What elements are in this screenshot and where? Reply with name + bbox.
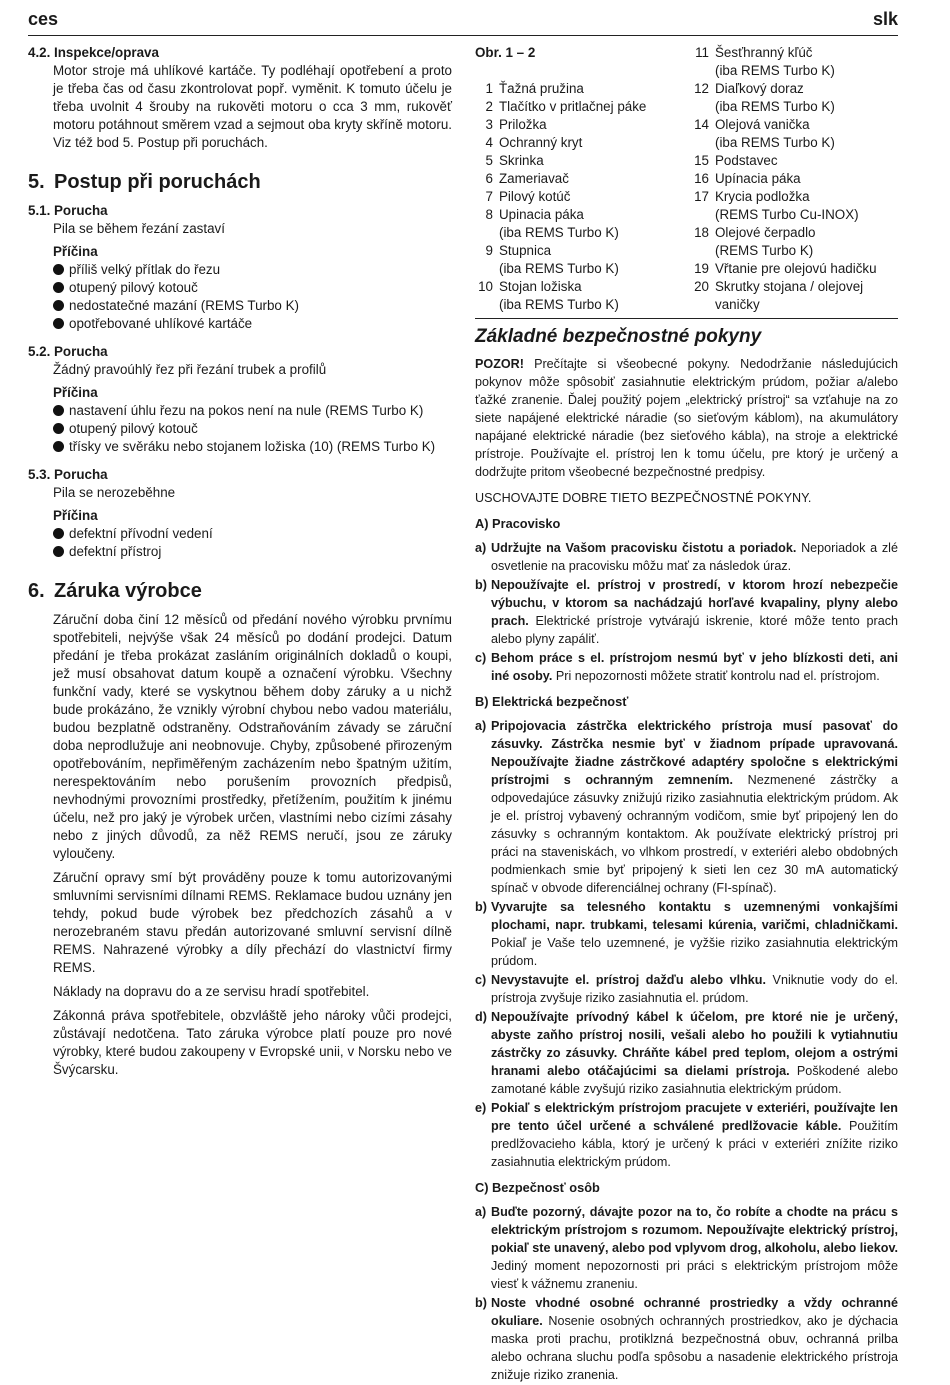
- item-text: [491, 576, 898, 648]
- parts-item-label: Olejové čerpadlo: [715, 225, 816, 240]
- item-text: [491, 1099, 898, 1171]
- parts-item-number: 4: [485, 135, 493, 150]
- fault-5-3-heading: 5.3. Porucha: [28, 467, 108, 482]
- fault-5-2-desc: Žádný pravoúhlý řez při řezání trubek a profilů: [53, 362, 327, 377]
- parts-item-label: (REMS Turbo K): [715, 243, 814, 258]
- list-item: [475, 898, 898, 970]
- warranty-paragraph: Záruční opravy smí být prováděny pouze k tomu autorizovanými smluvními servisními dílnami REMS. Reklamace budou uznány jen tehdy, pokud bude výrobek bez předchozích zásahů a v nerozebraném stavu předán autorizované smluvní servisní dílně REMS. Nahrazené výrobky a díly přechází do vlastnictví firmy REMS.: [53, 870, 452, 975]
- parts-item-label: Vřtanie pre olejovú hadičku: [715, 261, 877, 276]
- parts-item: [687, 188, 901, 206]
- parts-item-number: 1: [485, 81, 493, 96]
- list-item: [475, 539, 898, 575]
- item-bold-text: Vyvarujte sa telesného kontaktu s uzemnenými vonkajšími plochami, napr. trubkami, telesami kúrenia, varičmi, chladničkami.: [491, 900, 898, 932]
- parts-item: [475, 116, 685, 134]
- parts-item-label: (iba REMS Turbo K): [715, 63, 835, 78]
- page-header: [28, 8, 898, 36]
- parts-item-label: Upinacia páka: [499, 207, 584, 222]
- item-text: [491, 539, 898, 575]
- fault-5-2-cause-label: Příčina: [53, 385, 98, 400]
- parts-item-label: Stupnica: [499, 243, 552, 258]
- parts-item-label: vaničky: [715, 297, 760, 312]
- warranty-paragraph: Náklady na dopravu do a ze servisu hradí spotřebitel.: [53, 984, 370, 999]
- fault-5-3-desc: Pila se nerozeběhne: [53, 485, 176, 500]
- parts-item-label: Diaľkový doraz: [715, 81, 804, 96]
- item-bold-text: Buďte pozorný, dávajte pozor na to, čo robíte a chodte na prácu s elektrickým prístrojom s rozumom. Nepoužívajte elektrický prístroj, pokiaľ ste unavený, alebo pod vplyvom drog, alkoholu, alebo liekov.: [491, 1205, 899, 1255]
- list-item: nedostatečné mazání (REMS Turbo K): [53, 297, 452, 315]
- right-column: [475, 44, 898, 1385]
- parts-item: [687, 260, 901, 278]
- section-b-heading: B) Elektrická bezpečnosť: [475, 694, 629, 709]
- item-text: [491, 1203, 898, 1293]
- parts-item-label: (iba REMS Turbo K): [715, 99, 835, 114]
- parts-item-number: 9: [485, 243, 493, 258]
- divider: [475, 318, 898, 319]
- parts-item-label: (REMS Turbo Cu-INOX): [715, 207, 859, 222]
- parts-item-number: [687, 296, 715, 314]
- list-item: opotřebované uhlíkové kartáče: [53, 315, 452, 333]
- item-bold-text: Behom práce s el. prístrojom nesmú byť v jeho blízkosti deti, ani iné osoby.: [491, 651, 898, 683]
- parts-item-number: 8: [485, 207, 493, 222]
- fault-5-2-heading: 5.2. Porucha: [28, 344, 108, 359]
- parts-item: [475, 188, 685, 206]
- item-text: [491, 1294, 898, 1384]
- parts-item-number: 11: [695, 45, 709, 60]
- warranty-text: [28, 611, 452, 1079]
- item-normal-text: Neporiadok a zlé osvetlenie na pracovisku môžu mať za následok úraz.: [491, 541, 898, 573]
- list-item: [475, 971, 898, 1007]
- item-letter: b): [475, 1296, 487, 1310]
- parts-item-number: [475, 296, 499, 314]
- parts-item-number: 12: [694, 81, 709, 96]
- list-item: [475, 1099, 898, 1171]
- list-item: otupený pilový kotouč: [53, 279, 452, 297]
- parts-item: [687, 206, 901, 224]
- item-normal-text: Pri nepozornosti môžete stratiť kontrolu nad el. prístrojom.: [552, 669, 880, 683]
- parts-item: [687, 62, 901, 80]
- parts-item-number: 5: [485, 153, 493, 168]
- list-item: [475, 1294, 898, 1384]
- parts-item-number: 14: [694, 117, 709, 132]
- parts-item-number: [475, 260, 499, 278]
- item-text: [491, 971, 898, 1007]
- parts-item-number: 20: [694, 279, 709, 294]
- parts-item-number: 2: [485, 99, 493, 114]
- parts-title: Obr. 1 – 2: [475, 45, 536, 60]
- parts-item: [475, 224, 685, 242]
- list-item: nastavení úhlu řezu na pokos není na nule (REMS Turbo K): [53, 402, 452, 420]
- list-item: [475, 649, 898, 685]
- parts-item: [687, 278, 901, 296]
- section-c-heading: C) Bezpečnosť osôb: [475, 1180, 600, 1195]
- parts-item-label: Skrinka: [499, 153, 544, 168]
- parts-item: [475, 242, 685, 260]
- parts-item-number: 10: [478, 279, 493, 294]
- parts-item-label: Tlačítko v pritlačnej páke: [499, 99, 647, 114]
- parts-item-label: Skrutky stojana / olejovej: [715, 279, 864, 294]
- safety-intro: POZOR! Prečítajte si všeobecné pokyny. Nedodržanie následujúcich pokynov môže spôsobiť zasiahnutie elektrickým prúdom, požiar a/alebo ťažké zranenie. Ďalej použitý pojem „elektrický prístroj“ sa vzťahuje na zo siete napájené elektrické náradie (so sieťovým káblom), na akumulátory napájané elektrické náradie (bez sieťového kábla), na stroje a elektrické prístroje. Používajte el. prístroj len k tomu účelu, pre ktorý je určený a dodržujte pritom všeobecné bezpečnostné predpisy.: [475, 357, 898, 479]
- parts-item: [687, 296, 901, 314]
- parts-item-number: 19: [694, 261, 709, 276]
- section-6-heading: 6. Záruka výrobce: [28, 580, 202, 602]
- item-letter: a): [475, 719, 487, 733]
- item-letter: e): [475, 1101, 487, 1115]
- list-item: [475, 1008, 898, 1098]
- parts-item-label: Podstavec: [715, 153, 778, 168]
- fault-5-3-causes: [28, 525, 452, 561]
- parts-item: [687, 80, 901, 98]
- list-item: defektní přístroj: [53, 543, 452, 561]
- keep-instructions: USCHOVAJTE DOBRE TIETO BEZPEČNOSTNÉ POKYNY.: [475, 491, 812, 505]
- parts-item-number: 15: [694, 153, 709, 168]
- parts-item: [687, 116, 901, 134]
- parts-item-number: 3: [485, 117, 493, 132]
- list-item: otupený pilový kotouč: [53, 420, 452, 438]
- list-item: třísky ve svěráku nebo stojanem ložiska (10) (REMS Turbo K): [53, 438, 452, 456]
- parts-item: [475, 134, 685, 152]
- parts-item: [687, 98, 901, 116]
- parts-item-number: [687, 206, 715, 224]
- left-column: [28, 44, 452, 1085]
- item-text: [491, 649, 898, 685]
- list-item: příliš velký přítlak do řezu: [53, 261, 452, 279]
- item-letter: d): [475, 1010, 487, 1024]
- parts-item-label: Krycia podložka: [715, 189, 810, 204]
- parts-item-label: Stojan ložiska: [499, 279, 582, 294]
- parts-item-label: Ťažná pružina: [499, 81, 584, 96]
- parts-item-label: (iba REMS Turbo K): [715, 135, 835, 150]
- fault-5-1-heading: 5.1. Porucha: [28, 203, 108, 218]
- parts-item-number: [687, 134, 715, 152]
- item-letter: a): [475, 1205, 487, 1219]
- section-a-heading: A) Pracovisko: [475, 516, 561, 531]
- parts-item-number: [687, 62, 715, 80]
- safety-title: Základné bezpečnostné pokyny: [475, 326, 762, 347]
- parts-item: [687, 134, 901, 152]
- item-bold-text: Pokiaľ s elektrickým prístrojom pracujete v exteriéri, používajte len pre tento účel určené a schválené predlžovacie káble.: [491, 1101, 898, 1133]
- fault-5-3-cause-label: Příčina: [53, 508, 98, 523]
- item-normal-text: Nezmenené zástrčky a odpovedajúce zásuvky znižujú riziko zasiahnutia elektrickým prúdom. Ak je el. prístroj vybavený ochranným vodičom, smie byť pripojený len do zásuvky s ochranným kontaktom. Ak používate elektrický prístroj pri práci na staveniskách, vo vlhkom prostredí, v exteriéri alebo obdobných podmienkach smie byť pripojený k sieti len cez 30 mA automatický spínač v obvode diferenciálnej ochrany (FI-spínač).: [491, 773, 898, 895]
- parts-item-label: Priložka: [499, 117, 547, 132]
- item-normal-text: Použitím predlžovacieho kábla, ktorý je určený k práci v exteriéri znížite riziko zasiahnutia elektrickým prúdom.: [491, 1119, 898, 1169]
- item-normal-text: Nosenie osobných ochranných prostriedkov, ako je dýchacia maska proti prachu, protiklzná bezpečnostná obuv, ochranná prilba alebo ochrana sluchu podľa spôsobu a nasadenie elektrického prístroja znižuje riziko zranenia.: [491, 1314, 898, 1382]
- fault-5-1-desc: Pila se během řezání zastaví: [53, 221, 225, 236]
- item-bold-text: Noste vhodné osobné ochranné prostriedky a vždy ochranné okuliare.: [491, 1296, 898, 1328]
- parts-item-label: Zameriavač: [499, 171, 569, 186]
- item-bold-text: Udržujte na Vašom pracovisku čistotu a poriadok.: [491, 541, 797, 555]
- parts-item: [687, 44, 901, 62]
- fault-5-1-causes: [28, 261, 452, 333]
- fault-5-1-cause-label: Příčina: [53, 244, 98, 259]
- item-letter: a): [475, 541, 487, 555]
- language-code-left: ces: [28, 9, 59, 29]
- item-text: [491, 1008, 898, 1098]
- parts-item: [687, 242, 901, 260]
- warranty-paragraph: Záruční doba činí 12 měsíců od předání nového výrobku prvnímu spotřebiteli, nejvýše však 24 měsíců po dodání prodejci. Datum předání je třeba prokázat zasláním originálních dokladů o koupi, jež musí obsahovat datum koupě a označení výrobku. Všechny funkční vady, které se vyskytnou během doby záruky a u nichž bude prokázáno, že vznikly výrobní chybou nebo vadou materiálu, budou bezplatně odstraněny. Odstraňováním závady se záruční doba neprodlužuje ani neobnovuje. Chyby, způsobené přirozeným opotřebováním, nepřiměřeným zacházením nebo špatným užitím, nerespektováním nebo porušením provozních předpisů, nevhodnými provozními prostředky, přetížením, použitím k jinému účelu, než pro jaký je výrobek určen, vlastními nebo cizími zásahy nebo z jiných důvodů, za něž REMS neručí, jsou ze záruky vyloučeny.: [53, 612, 452, 861]
- parts-item-label: Šesťhranný kľúč: [715, 45, 813, 60]
- parts-item-label: Olejová vanička: [715, 117, 810, 132]
- language-code-right: slk: [872, 9, 898, 29]
- item-letter: c): [475, 973, 487, 987]
- parts-item-number: 16: [694, 171, 709, 186]
- parts-item: [687, 224, 901, 242]
- parts-list-left: [475, 44, 685, 314]
- parts-item-number: [687, 98, 715, 116]
- list-item: [475, 576, 898, 648]
- fault-5-2-causes: [28, 402, 452, 456]
- intro-warning: POZOR!: [475, 357, 524, 371]
- item-normal-text: Poškodené alebo zamotané káble zvyšujú riziko zasiahnutia elektrickým prúdom.: [491, 1064, 898, 1096]
- parts-item-label: Upínacia páka: [715, 171, 801, 186]
- parts-item-number: [687, 242, 715, 260]
- parts-item: [687, 170, 901, 188]
- item-normal-text: Vniknutie vody do el. prístroja zvyšuje riziko zasiahnutia el. prúdom.: [491, 973, 898, 1005]
- item-normal-text: Elektrické prístroje vytvárajú iskrenie, ktoré môže tento prach alebo plyny zapáliť.: [491, 614, 898, 646]
- list-item: defektní přívodní vedení: [53, 525, 452, 543]
- section-a-items: [475, 539, 898, 685]
- item-text: [491, 717, 898, 897]
- item-normal-text: Pokiaľ je Vaše telo uzemnené, je vyžšie riziko zasiahnutia elektrickým prúdom.: [491, 936, 898, 968]
- parts-item-number: 17: [694, 189, 709, 204]
- item-text: [491, 898, 898, 970]
- parts-item: [687, 152, 901, 170]
- parts-item-label: (iba REMS Turbo K): [499, 297, 619, 312]
- parts-item-number: 18: [694, 225, 709, 240]
- section-b-items: [475, 717, 898, 1171]
- parts-item-number: [475, 224, 499, 242]
- parts-item: [475, 152, 685, 170]
- section-5-heading: 5. Postup při poruchách: [28, 171, 261, 193]
- item-letter: b): [475, 578, 487, 592]
- warranty-paragraph: Zákonná práva spotřebitele, obzvláště jeho nároky vůči prodejci, zůstávají nedotčena. Tato záruka výrobce platí pouze pro nové výrobky, které budou zakoupeny v Evropské unii, v Norsku nebo ve Švýcarsku.: [53, 1008, 452, 1077]
- parts-item-label: (iba REMS Turbo K): [499, 225, 619, 240]
- list-item: [475, 1203, 898, 1293]
- parts-item-label: (iba REMS Turbo K): [499, 261, 619, 276]
- parts-list-right: [687, 44, 901, 314]
- section-c-items: [475, 1203, 898, 1384]
- parts-item: [475, 98, 685, 116]
- item-normal-text: Jediný moment nepozornosti pri práci s elektrickým prístrojom môže viesť k vážnemu zraneniu.: [491, 1259, 898, 1291]
- parts-item: [475, 170, 685, 188]
- parts-item: [475, 80, 685, 98]
- item-letter: c): [475, 651, 487, 665]
- item-bold-text: Nevystavujte el. prístroj dažďu alebo vlhku.: [491, 973, 766, 987]
- section-4-2-text: Motor stroje má uhlíkové kartáče. Ty podléhají opotřebení a proto je třeba čas od času zkontrolovat popř. vyměnit. K tomuto účelu je třeba uvolnit 4 šrouby na rukověti motoru o cca 3 mm, rukověť motoru potáhnout směrem vzad a sejmout oba kryty skříně motoru. Viz též bod 5. Postup při poruchách.: [53, 63, 452, 150]
- section-4-2-heading: 4.2. Inspekce/oprava: [28, 45, 159, 60]
- list-item: [475, 717, 898, 897]
- item-bold-text: Nepoužívajte el. prístroj v prostredí, v ktorom hrozí nebezpečie výbuchu, v ktorom sa nachádzajú horľavé kvapaliny, plyny alebo prach.: [491, 578, 898, 628]
- item-letter: b): [475, 900, 487, 914]
- parts-item: [475, 260, 685, 278]
- parts-item: [475, 278, 685, 296]
- item-bold-text: Nepoužívajte prívodný kábel k účelom, pre ktoré nie je určený, abyste zaňho prístroj nosili, vešali alebo ho použili k vytiahnutiu zástrčky zo zásuvky. Chráňte kábel pred teplom, olejom a ostrými hranami alebo otáčajúcimi sa dielami prístroja.: [491, 1010, 898, 1078]
- parts-item-label: Pilový kotúč: [499, 189, 571, 204]
- parts-item-number: 6: [485, 171, 493, 186]
- parts-list: [475, 44, 898, 316]
- parts-item-number: 7: [485, 189, 493, 204]
- parts-item: [475, 206, 685, 224]
- item-bold-text: Pripojovacia zástrčka elektrického prístroja musí pasovať do zásuvky. Zástrčka nesmie byť v žiadnom prípade upravovaná. Nepoužívajte žiadne zástrčkové adaptéry spoločne s elektrickými prístrojmi s ochranným zemnením.: [491, 719, 898, 787]
- parts-item-label: Ochranný kryt: [499, 135, 583, 150]
- parts-item: [475, 296, 685, 314]
